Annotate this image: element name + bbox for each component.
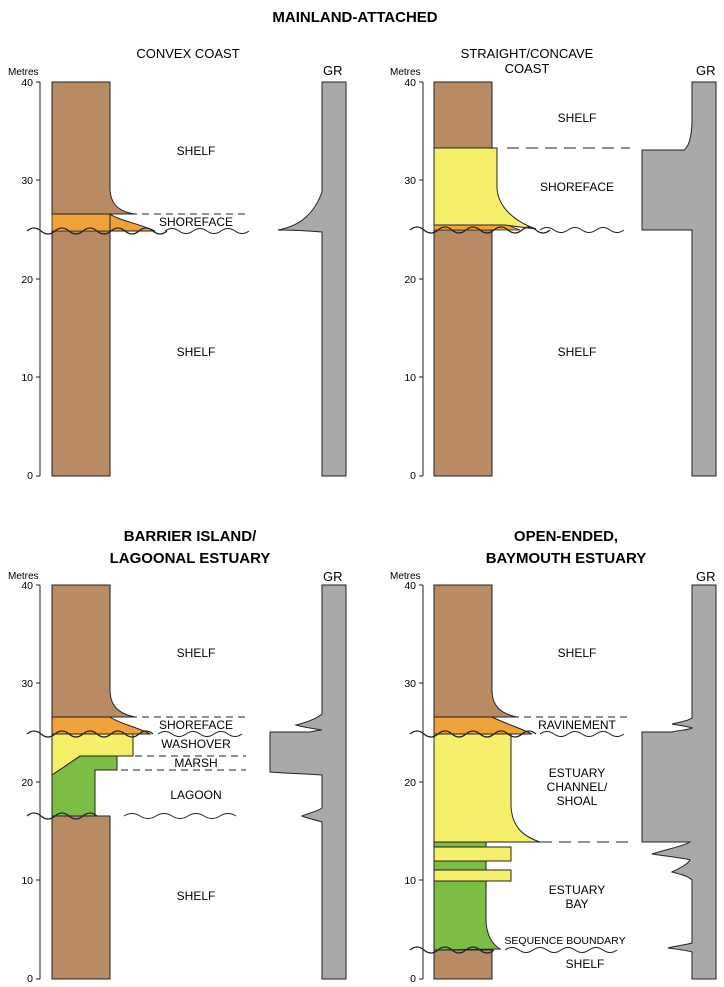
tick-label: 40 (404, 580, 416, 592)
tick-label: 40 (21, 580, 33, 592)
tick-label: 10 (404, 875, 416, 887)
gamma-ray-log (270, 585, 346, 979)
unit-label-estuary-bay: ESTUARY (548, 883, 606, 897)
axis-unit-label: Metres (8, 67, 39, 78)
shelf-unit-upper (434, 585, 517, 717)
panel-title-line2: BAYMOUTH ESTUARY (485, 550, 647, 567)
unit-label-estuary-bay: BAY (565, 897, 589, 911)
unit-label-shoreface: SHOREFACE (539, 180, 615, 194)
shelf-unit-upper (52, 82, 135, 214)
unit-label-shelf: SHELF (565, 957, 605, 971)
erosion-surface (124, 814, 236, 819)
tick-label: 40 (404, 77, 416, 89)
shelf-unit-lower (434, 230, 492, 476)
erosion-surface (165, 229, 249, 234)
unit-label-lagoon: LAGOON (170, 788, 222, 802)
unit-label-estuary-channel: ESTUARY (548, 766, 606, 780)
shelf-unit-lower (52, 816, 110, 979)
tick-label: 0 (410, 470, 416, 482)
gr-label: GR (323, 63, 343, 78)
panel-straight-concave-coast (390, 46, 716, 482)
depth-axis (36, 82, 40, 476)
depth-axis (36, 585, 40, 979)
tick-label: 30 (21, 678, 33, 690)
shelf-unit-upper (434, 82, 492, 148)
erosion-surface (505, 948, 617, 953)
figure-title: MAINLAND-ATTACHED (272, 9, 438, 26)
gr-label: GR (696, 63, 716, 78)
panel-title-line2: LAGOONAL ESTUARY (109, 550, 271, 567)
bay-sand-bed (434, 847, 511, 861)
tick-label: 30 (404, 678, 416, 690)
bay-sand-bed (434, 870, 511, 881)
unit-label-shelf: SHELF (557, 111, 597, 125)
gamma-ray-log (642, 82, 716, 476)
unit-label-washover: WASHOVER (161, 737, 231, 751)
axis-unit-label: Metres (8, 571, 39, 582)
erosion-surface (540, 228, 624, 233)
tick-label: 10 (21, 875, 33, 887)
shoreface-unit (52, 717, 150, 734)
tick-label: 0 (27, 470, 33, 482)
unit-label-shelf: SHELF (557, 646, 597, 660)
unit-label-estuary-channel: CHANNEL/ (546, 780, 608, 794)
tick-label: 20 (404, 777, 416, 789)
depth-axis (419, 82, 423, 476)
tick-label: 0 (410, 973, 416, 985)
shoreface-unit (434, 148, 536, 229)
panel-title-line1: OPEN-ENDED, (513, 528, 619, 545)
tick-label: 30 (21, 175, 33, 187)
erosion-surface (540, 732, 624, 737)
unit-label-shelf: SHELF (557, 345, 597, 359)
tick-label: 40 (21, 77, 33, 89)
unit-label-shoreface: SHOREFACE (158, 215, 234, 229)
unit-label-shoreface: SHOREFACE (158, 718, 234, 732)
panel-title-line1: STRAIGHT/CONCAVE (460, 46, 594, 61)
tick-label: 10 (404, 372, 416, 384)
unit-label-marsh: MARSH (174, 756, 218, 770)
axis-unit-label: Metres (390, 67, 421, 78)
tick-label: 10 (21, 372, 33, 384)
axis-unit-label: Metres (390, 571, 421, 582)
unit-label-shelf: SHELF (176, 345, 216, 359)
tick-label: 30 (404, 175, 416, 187)
panel-barrier-island (8, 528, 346, 985)
tick-label: 0 (27, 973, 33, 985)
gamma-ray-log (642, 585, 716, 979)
panel-convex-coast (8, 46, 346, 482)
tick-label: 20 (21, 274, 33, 286)
unit-label-shelf: SHELF (176, 646, 216, 660)
panel-baymouth-estuary (390, 528, 716, 985)
gr-label: GR (323, 569, 343, 584)
unit-label-sequence-boundary: SEQUENCE BOUNDARY (504, 935, 626, 947)
gamma-ray-log (278, 82, 346, 476)
unit-label-shelf: SHELF (176, 889, 216, 903)
erosion-surface (158, 732, 242, 737)
shelf-unit-lower (52, 231, 110, 476)
unit-label-ravinement: RAVINEMENT (538, 718, 616, 732)
tick-label: 20 (404, 274, 416, 286)
unit-label-estuary-channel: SHOAL (556, 794, 598, 808)
gr-label: GR (696, 569, 716, 584)
shelf-unit-lower (434, 950, 492, 979)
depth-axis (419, 585, 423, 979)
estuary-channel-unit (434, 734, 540, 842)
panel-title-line2: COAST (504, 61, 550, 76)
unit-label-shelf: SHELF (176, 144, 216, 158)
panel-title: CONVEX COAST (136, 46, 240, 61)
shelf-unit-upper (52, 585, 135, 717)
tick-label: 20 (21, 777, 33, 789)
panel-title-line1: BARRIER ISLAND/ (123, 528, 257, 545)
